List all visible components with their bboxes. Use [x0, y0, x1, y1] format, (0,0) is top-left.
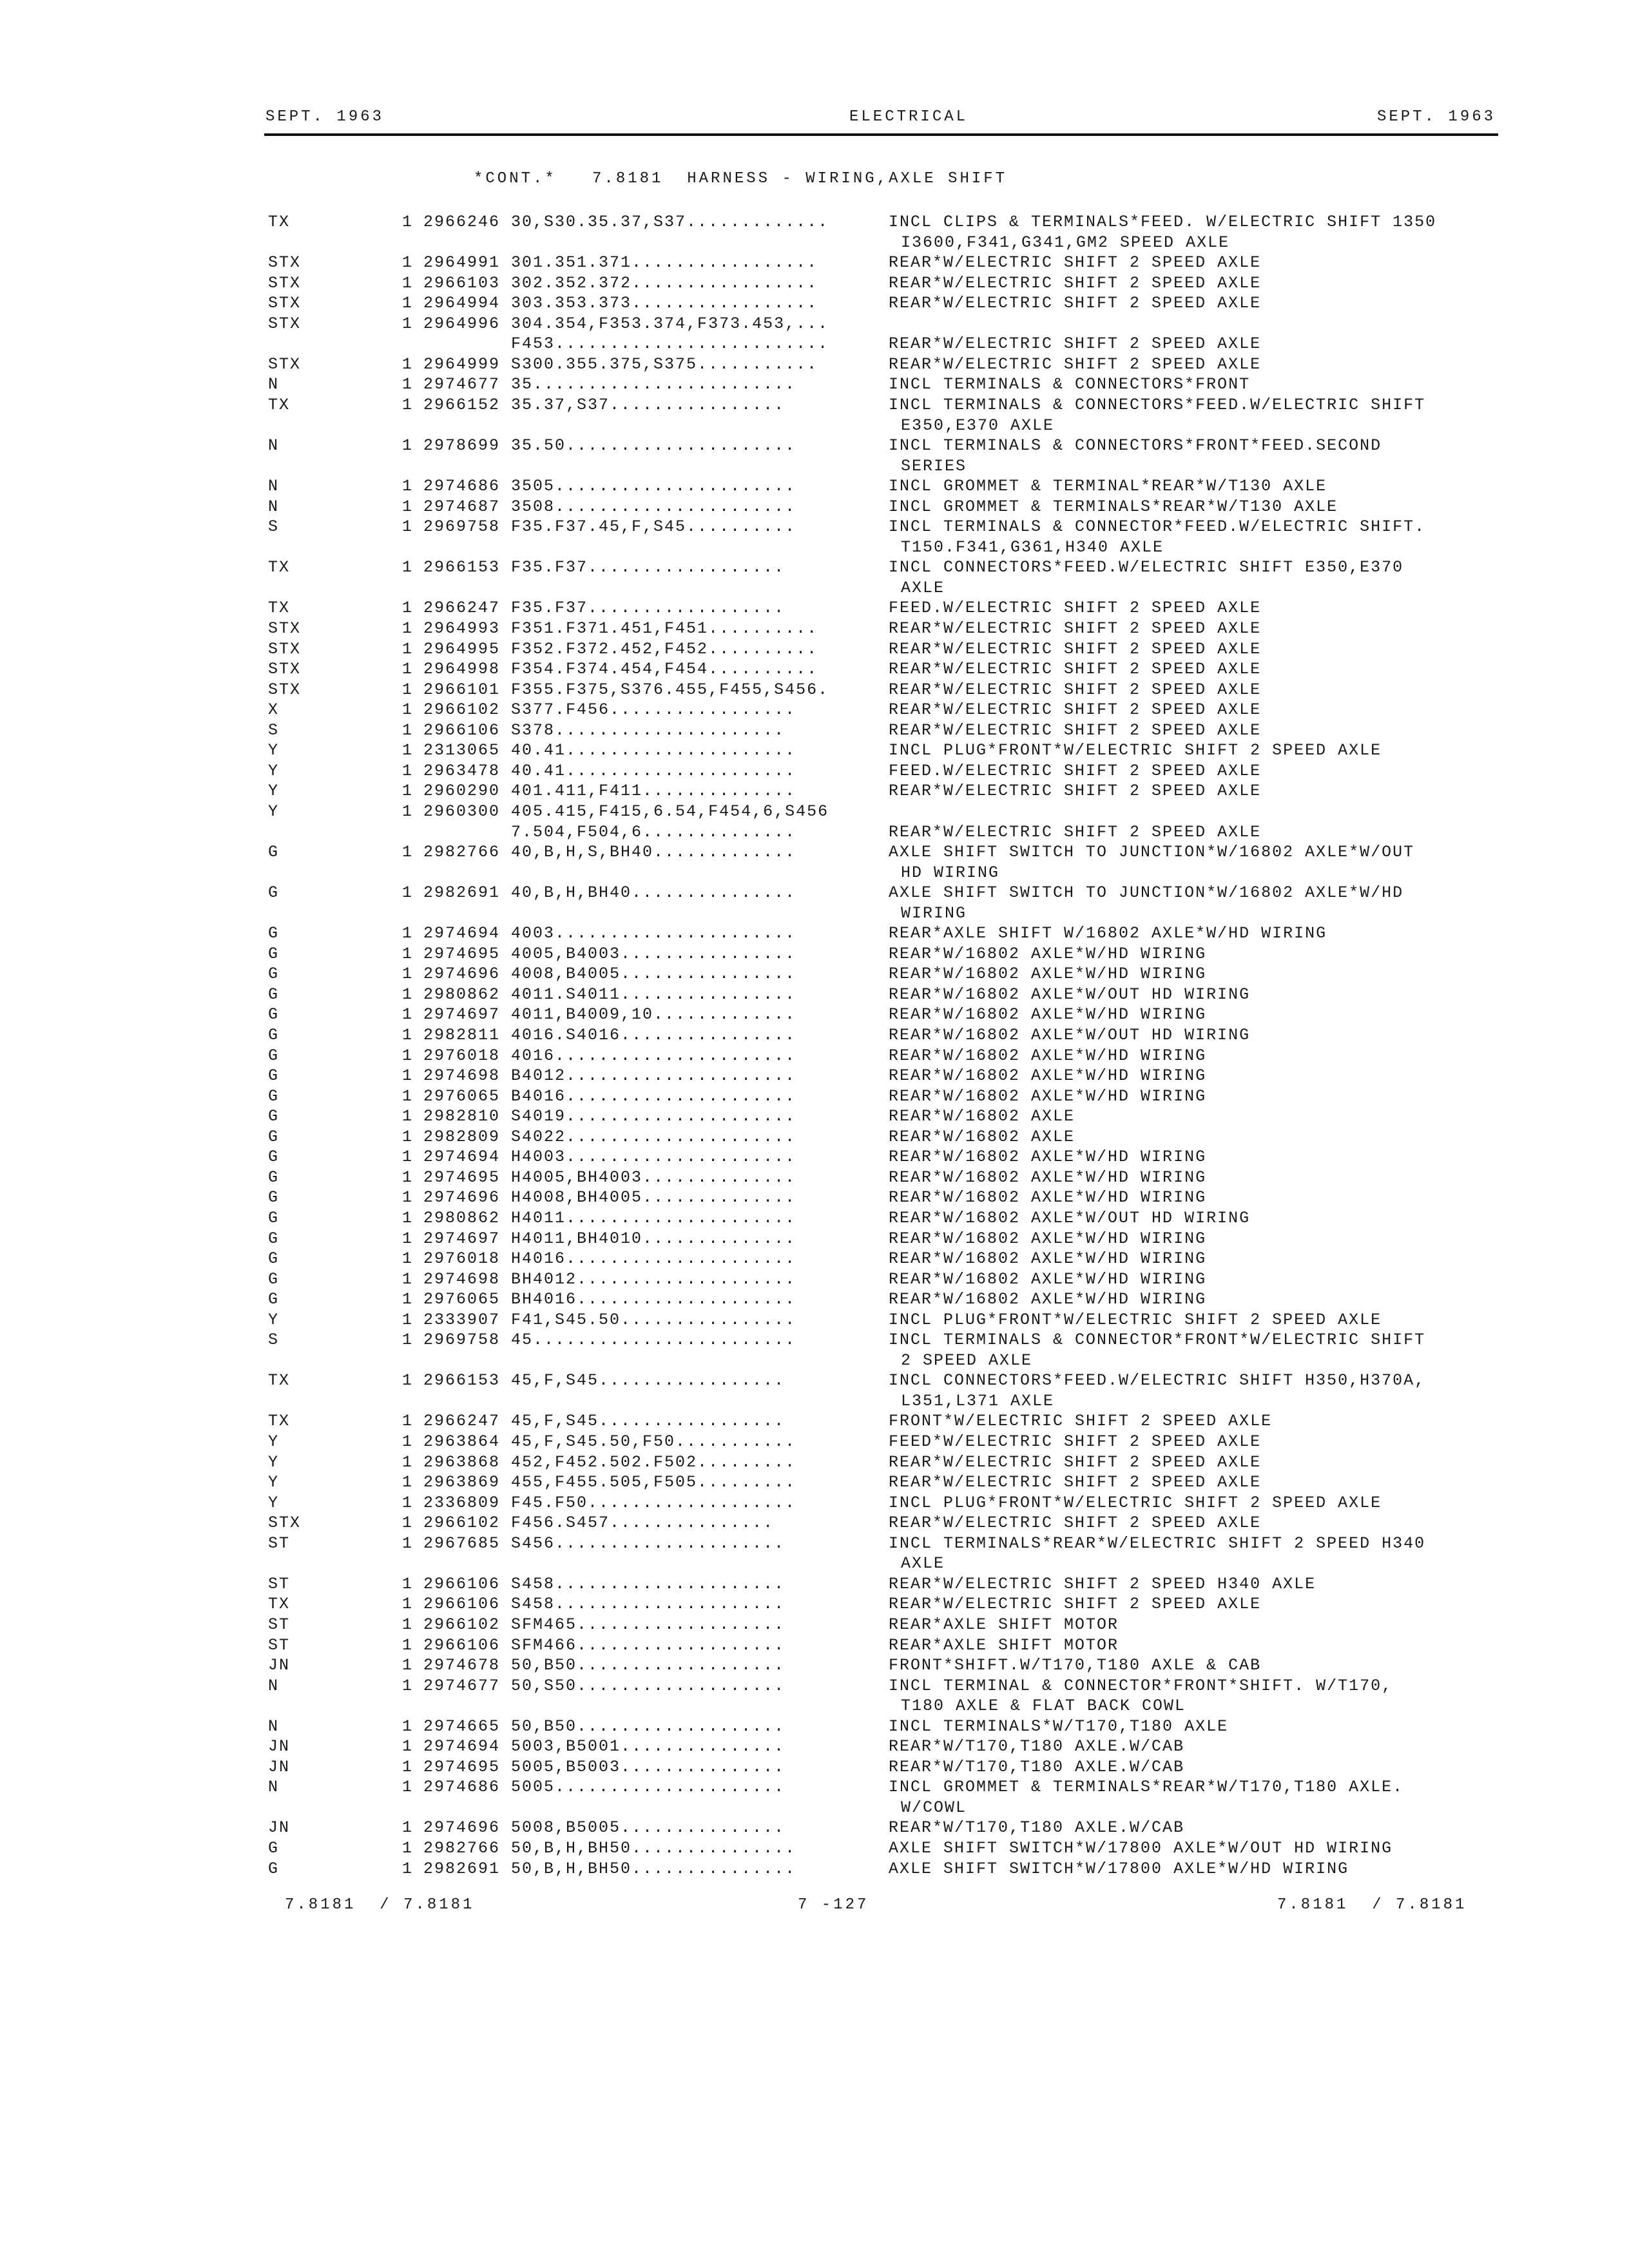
item-part: 2974678 50,B50................... [423, 1656, 786, 1675]
item-code: G [268, 1249, 280, 1269]
item-description: REAR*W/16802 AXLE [889, 1127, 1075, 1146]
item-description: REAR*W/16802 AXLE*W/HD WIRING [889, 1046, 1207, 1065]
item-description: INCL TERMINALS*REAR*W/ELECTRIC SHIFT 2 SPEED H340 [889, 1533, 1426, 1553]
item-code: G [268, 843, 280, 862]
item-code: G [268, 924, 280, 943]
item-qty: 1 [402, 1086, 414, 1106]
item-qty: 1 [402, 558, 414, 577]
item-part: 2333907 F41,S45.50................ [423, 1310, 796, 1329]
item-qty: 1 [402, 1473, 414, 1492]
item-code: N [268, 436, 280, 456]
item-description-continued: W/COWL [901, 1798, 967, 1817]
item-qty: 1 [402, 477, 414, 496]
item-description: INCL TERMINALS & CONNECTORS*FRONT*FEED.SECOND [889, 436, 1382, 456]
item-part: 2963868 452,F452.502.F502......... [423, 1452, 796, 1472]
item-part: 2974686 5005..................... [423, 1778, 786, 1797]
item-qty: 1 [402, 1676, 414, 1695]
item-code: Y [268, 802, 280, 821]
item-code: Y [268, 1493, 280, 1512]
item-code: TX [268, 213, 291, 231]
item-description: REAR*W/ELECTRIC SHIFT 2 SPEED AXLE [889, 1473, 1262, 1492]
item-description-continued: WIRING [901, 903, 967, 923]
item-part: F453......................... [423, 334, 829, 354]
item-part: 2966102 S377.F456................. [423, 700, 796, 720]
item-description: AXLE SHIFT SWITCH*W/17800 AXLE*W/HD WIRING [889, 1859, 1349, 1878]
item-code: N [268, 477, 280, 496]
item-description: REAR*W/ELECTRIC SHIFT 2 SPEED AXLE [889, 1452, 1262, 1472]
item-part: 2974695 H4005,BH4003.............. [423, 1168, 796, 1187]
item-part: 2982766 50,B,H,BH50............... [423, 1839, 796, 1858]
item-description: INCL CONNECTORS*FEED.W/ELECTRIC SHIFT H350,H370A, [889, 1371, 1426, 1390]
item-description: REAR*W/ELECTRIC SHIFT 2 SPEED AXLE [889, 700, 1262, 720]
item-qty: 1 [402, 680, 414, 699]
item-qty: 1 [402, 1432, 414, 1451]
item-part: 2966247 45,F,S45................. [423, 1412, 786, 1431]
item-description: FEED.W/ELECTRIC SHIFT 2 SPEED AXLE [889, 761, 1262, 780]
item-code: G [268, 883, 280, 903]
item-qty: 1 [402, 1839, 414, 1858]
item-qty: 1 [402, 1371, 414, 1390]
item-description-continued: L351,L371 AXLE [901, 1391, 1055, 1410]
item-part: 2974687 3508...................... [423, 497, 796, 516]
item-code: JN [268, 1757, 291, 1776]
item-code: G [268, 1046, 280, 1065]
item-part: 2960300 405.415,F415,6.54,F454,6,S456 [423, 802, 829, 821]
item-qty: 1 [402, 741, 414, 760]
item-code: S [268, 517, 280, 537]
item-code: TX [268, 1595, 291, 1614]
item-part: 2966102 SFM465................... [423, 1615, 786, 1634]
item-qty: 1 [402, 1615, 414, 1634]
item-qty: 1 [402, 1066, 414, 1086]
item-description: REAR*W/ELECTRIC SHIFT 2 SPEED AXLE [889, 720, 1262, 740]
item-code: G [268, 1188, 280, 1207]
item-description-continued: SERIES [901, 456, 967, 476]
item-qty: 1 [402, 1188, 414, 1207]
item-part: 2313065 40.41..................... [423, 741, 796, 760]
item-part: 2978699 35.50..................... [423, 436, 796, 456]
item-qty: 1 [402, 1493, 414, 1512]
item-qty: 1 [402, 1026, 414, 1044]
item-part: 2982809 S4022..................... [423, 1127, 796, 1146]
item-code: G [268, 1066, 280, 1086]
item-code: N [268, 375, 280, 394]
item-part: 2963869 455,F455.505,F505......... [423, 1473, 796, 1492]
header-date-right: SEPT. 1963 [1377, 108, 1496, 126]
item-code: Y [268, 1473, 280, 1492]
item-part: 2974696 H4008,BH4005.............. [423, 1188, 796, 1207]
item-qty: 1 [402, 924, 414, 943]
item-code: STX [268, 314, 302, 333]
item-qty: 1 [402, 354, 414, 374]
item-description: REAR*W/16802 AXLE*W/OUT HD WIRING [889, 1208, 1251, 1227]
item-code: G [268, 1127, 280, 1146]
item-part: 2963478 40.41..................... [423, 761, 796, 780]
item-description: REAR*W/16802 AXLE*W/HD WIRING [889, 944, 1207, 963]
item-qty: 1 [402, 375, 414, 394]
item-part: 7.504,F504,6.............. [423, 822, 796, 841]
item-description: REAR*W/16802 AXLE*W/HD WIRING [889, 1005, 1207, 1024]
item-description: FRONT*W/ELECTRIC SHIFT 2 SPEED AXLE [889, 1412, 1273, 1431]
item-description: REAR*W/16802 AXLE*W/HD WIRING [889, 1066, 1207, 1086]
item-code: TX [268, 558, 291, 577]
item-part: 2336809 F45.F50................... [423, 1493, 796, 1512]
item-part: 2964994 303.353.373................. [423, 294, 818, 313]
item-description: REAR*W/16802 AXLE*W/HD WIRING [889, 965, 1207, 984]
item-part: 2976018 H4016..................... [423, 1249, 796, 1269]
item-qty: 1 [402, 761, 414, 780]
item-qty: 1 [402, 1656, 414, 1675]
item-part: 2982811 4016.S4016................ [423, 1026, 796, 1044]
item-qty: 1 [402, 639, 414, 658]
item-part: 2974697 4011,B4009,10............. [423, 1005, 796, 1024]
item-code: TX [268, 395, 291, 414]
item-description: REAR*W/16802 AXLE*W/HD WIRING [889, 1249, 1207, 1269]
item-code: G [268, 1208, 280, 1227]
item-code: G [268, 1229, 280, 1248]
item-code: ST [268, 1615, 291, 1634]
item-description: REAR*W/16802 AXLE*W/OUT HD WIRING [889, 1026, 1251, 1044]
item-qty: 1 [402, 1574, 414, 1593]
item-qty: 1 [402, 1635, 414, 1655]
item-qty: 1 [402, 517, 414, 537]
item-description: REAR*W/16802 AXLE*W/OUT HD WIRING [889, 985, 1251, 1004]
item-part: 2969758 F35.F37.45,F,S45.......... [423, 517, 796, 537]
item-code: STX [268, 680, 302, 699]
item-code: JN [268, 1818, 291, 1838]
item-description: INCL CONNECTORS*FEED.W/ELECTRIC SHIFT E350,E370 [889, 558, 1404, 577]
item-code: JN [268, 1737, 291, 1756]
item-part: 2964996 304.354,F353.374,F373.453,... [423, 314, 829, 333]
item-qty: 1 [402, 782, 414, 801]
item-description: INCL PLUG*FRONT*W/ELECTRIC SHIFT 2 SPEED AXLE [889, 741, 1382, 760]
item-part: 2966106 S458..................... [423, 1595, 786, 1614]
item-description: REAR*W/ELECTRIC SHIFT 2 SPEED AXLE [889, 1595, 1262, 1614]
header-date-left: SEPT. 1963 [265, 108, 385, 126]
item-description: REAR*W/ELECTRIC SHIFT 2 SPEED AXLE [889, 294, 1262, 313]
item-description: REAR*W/ELECTRIC SHIFT 2 SPEED H340 AXLE [889, 1574, 1316, 1593]
item-qty: 1 [402, 1005, 414, 1024]
item-description: FEED*W/ELECTRIC SHIFT 2 SPEED AXLE [889, 1432, 1262, 1451]
item-description: AXLE SHIFT SWITCH TO JUNCTION*W/16802 AXLE*W/HD [889, 883, 1404, 903]
item-part: 2980862 H4011..................... [423, 1208, 796, 1227]
item-description: REAR*W/ELECTRIC SHIFT 2 SPEED AXLE [889, 334, 1262, 354]
item-description: REAR*W/ELECTRIC SHIFT 2 SPEED AXLE [889, 639, 1262, 658]
item-code: G [268, 1168, 280, 1187]
item-code: G [268, 1026, 280, 1044]
item-description: REAR*W/16802 AXLE*W/HD WIRING [889, 1290, 1207, 1309]
item-description: REAR*W/16802 AXLE*W/HD WIRING [889, 1229, 1207, 1248]
item-description-continued: HD WIRING [901, 863, 1000, 882]
item-qty: 1 [402, 599, 414, 618]
item-qty: 1 [402, 802, 414, 821]
item-qty: 1 [402, 1595, 414, 1614]
item-qty: 1 [402, 965, 414, 984]
item-qty: 1 [402, 700, 414, 720]
item-part: 2963864 45,F,S45.50,F50........... [423, 1432, 796, 1451]
item-part: 2974696 4008,B4005................ [423, 965, 796, 984]
item-qty: 1 [402, 1859, 414, 1878]
item-qty: 1 [402, 985, 414, 1004]
item-description: INCL TERMINALS & CONNECTOR*FEED.W/ELECTRIC SHIFT. [889, 517, 1426, 537]
item-part: 2982691 50,B,H,BH50............... [423, 1859, 796, 1878]
item-part: 2974695 4005,B4003................ [423, 944, 796, 963]
item-part: 2969758 45........................ [423, 1331, 796, 1350]
item-description: REAR*W/ELECTRIC SHIFT 2 SPEED AXLE [889, 253, 1262, 273]
item-part: 2974698 BH4012.................... [423, 1269, 796, 1289]
section-title: *CONT.* 7.8181 HARNESS - WIRING,AXLE SHIFT [474, 170, 1008, 187]
item-code: G [268, 1290, 280, 1309]
item-qty: 1 [402, 1290, 414, 1309]
item-description: REAR*W/T170,T180 AXLE.W/CAB [889, 1737, 1185, 1756]
item-part: 2974697 H4011,BH4010.............. [423, 1229, 796, 1248]
item-qty: 1 [402, 294, 414, 313]
item-code: STX [268, 253, 302, 273]
item-code: STX [268, 619, 302, 638]
item-qty: 1 [402, 843, 414, 862]
item-description-continued: T180 AXLE & FLAT BACK COWL [901, 1696, 1186, 1716]
item-qty: 1 [402, 314, 414, 333]
item-description-continued: I3600,F341,G341,GM2 SPEED AXLE [901, 233, 1230, 252]
item-qty: 1 [402, 1208, 414, 1227]
item-qty: 1 [402, 497, 414, 516]
item-qty: 1 [402, 1412, 414, 1431]
item-description: INCL PLUG*FRONT*W/ELECTRIC SHIFT 2 SPEED AXLE [889, 1310, 1382, 1329]
item-code: STX [268, 294, 302, 313]
item-description: INCL TERMINALS & CONNECTORS*FRONT [889, 375, 1251, 394]
item-code: Y [268, 761, 280, 780]
item-code: ST [268, 1574, 291, 1593]
item-code: N [268, 1676, 280, 1695]
item-part: 2966106 S458..................... [423, 1574, 786, 1593]
item-code: Y [268, 1432, 280, 1451]
item-code: STX [268, 1514, 302, 1533]
item-description: INCL TERMINALS & CONNECTORS*FEED.W/ELECTRIC SHIFT [889, 395, 1426, 414]
item-qty: 1 [402, 395, 414, 414]
item-code: STX [268, 639, 302, 658]
item-description: REAR*W/16802 AXLE*W/HD WIRING [889, 1148, 1207, 1167]
item-description: REAR*W/16802 AXLE*W/HD WIRING [889, 1168, 1207, 1187]
item-qty: 1 [402, 1818, 414, 1838]
item-code: STX [268, 660, 302, 679]
item-code: G [268, 944, 280, 963]
item-code: G [268, 1148, 280, 1167]
item-code: G [268, 1269, 280, 1289]
item-description-continued: T150.F341,G361,H340 AXLE [901, 537, 1164, 557]
item-part: 2964995 F352.F372.452,F452.......... [423, 639, 818, 658]
item-part: 2964991 301.351.371................. [423, 253, 818, 273]
item-qty: 1 [402, 253, 414, 273]
item-qty: 1 [402, 1127, 414, 1146]
item-description: INCL GROMMET & TERMINALS*REAR*W/T170,T180 AXLE. [889, 1778, 1404, 1797]
header-section: ELECTRICAL [849, 108, 969, 126]
item-qty: 1 [402, 1107, 414, 1126]
item-code: N [268, 1716, 280, 1736]
item-code: Y [268, 782, 280, 801]
item-qty: 1 [402, 660, 414, 679]
item-description: INCL GROMMET & TERMINALS*REAR*W/T130 AXLE [889, 497, 1338, 516]
item-part: 2974696 5008,B5005............... [423, 1818, 786, 1838]
item-code: ST [268, 1635, 291, 1655]
item-part: 2974694 H4003..................... [423, 1148, 796, 1167]
item-part: 2974686 3505...................... [423, 477, 796, 496]
item-part: 2967685 S456..................... [423, 1533, 786, 1553]
item-part: 2966246 30,S30.35.37,S37............. [423, 213, 829, 231]
item-qty: 1 [402, 1452, 414, 1472]
item-code: G [268, 1005, 280, 1024]
item-part: 2974677 35........................ [423, 375, 796, 394]
item-qty: 1 [402, 1331, 414, 1350]
item-description: INCL TERMINALS & CONNECTOR*FRONT*W/ELECTRIC SHIFT [889, 1331, 1426, 1350]
item-code: G [268, 985, 280, 1004]
item-qty: 1 [402, 1514, 414, 1533]
item-part: 2966102 F456.S457............... [423, 1514, 775, 1533]
item-description: FEED.W/ELECTRIC SHIFT 2 SPEED AXLE [889, 599, 1262, 618]
item-part: 2974677 50,S50................... [423, 1676, 786, 1695]
item-description-continued: 2 SPEED AXLE [901, 1350, 1033, 1370]
item-code: ST [268, 1533, 291, 1553]
item-description: REAR*W/ELECTRIC SHIFT 2 SPEED AXLE [889, 619, 1262, 638]
header-rule [264, 133, 1498, 136]
item-part: 2974698 B4012..................... [423, 1066, 796, 1086]
item-qty: 1 [402, 1249, 414, 1269]
item-description: FRONT*SHIFT.W/T170,T180 AXLE & CAB [889, 1656, 1262, 1675]
item-part: 2964993 F351.F371.451,F451.......... [423, 619, 818, 638]
item-code: N [268, 497, 280, 516]
page-number: 7 -127 [798, 1896, 869, 1914]
item-description: REAR*W/T170,T180 AXLE.W/CAB [889, 1818, 1185, 1838]
item-description: REAR*AXLE SHIFT MOTOR [889, 1635, 1119, 1655]
item-qty: 1 [402, 1757, 414, 1776]
item-part: 2964998 F354.F374.454,F454.......... [423, 660, 818, 679]
item-description: REAR*W/ELECTRIC SHIFT 2 SPEED AXLE [889, 273, 1262, 293]
item-qty: 1 [402, 1716, 414, 1736]
item-part: 2966152 35.37,S37................ [423, 395, 786, 414]
item-qty: 1 [402, 273, 414, 293]
item-description-continued: AXLE [901, 1554, 945, 1573]
item-code: G [268, 1839, 280, 1858]
item-qty: 1 [402, 1778, 414, 1797]
item-description: AXLE SHIFT SWITCH*W/17800 AXLE*W/OUT HD WIRING [889, 1839, 1393, 1858]
item-description: REAR*W/ELECTRIC SHIFT 2 SPEED AXLE [889, 680, 1262, 699]
item-description: REAR*W/16802 AXLE [889, 1107, 1075, 1126]
item-qty: 1 [402, 213, 414, 231]
item-description-continued: E350,E370 AXLE [901, 416, 1055, 435]
item-description: INCL PLUG*FRONT*W/ELECTRIC SHIFT 2 SPEED AXLE [889, 1493, 1382, 1512]
item-part: 2974694 4003...................... [423, 924, 796, 943]
item-part: 2980862 4011.S4011................ [423, 985, 796, 1004]
item-qty: 1 [402, 1533, 414, 1553]
item-part: 2966101 F355.F375,S376.455,F455,S456. [423, 680, 829, 699]
item-qty: 1 [402, 944, 414, 963]
footer-ref-left: 7.8181 / 7.8181 [285, 1896, 475, 1914]
item-code: Y [268, 1310, 280, 1329]
item-part: 2976018 4016...................... [423, 1046, 796, 1065]
item-qty: 1 [402, 1229, 414, 1248]
item-part: 2966153 F35.F37.................. [423, 558, 786, 577]
item-description: REAR*W/16802 AXLE*W/HD WIRING [889, 1188, 1207, 1207]
item-description: REAR*W/16802 AXLE*W/HD WIRING [889, 1269, 1207, 1289]
footer-ref-right: 7.8181 / 7.8181 [1277, 1896, 1467, 1914]
item-qty: 1 [402, 1046, 414, 1065]
item-part: 2974695 5005,B5003............... [423, 1757, 786, 1776]
item-part: 2964999 S300.355.375,S375........... [423, 354, 818, 374]
item-part: 2982691 40,B,H,BH40............... [423, 883, 796, 903]
item-code: STX [268, 354, 302, 374]
item-description: REAR*W/16802 AXLE*W/HD WIRING [889, 1086, 1207, 1106]
item-description: REAR*W/ELECTRIC SHIFT 2 SPEED AXLE [889, 354, 1262, 374]
item-description: REAR*AXLE SHIFT W/16802 AXLE*W/HD WIRING [889, 924, 1327, 943]
item-qty: 1 [402, 720, 414, 740]
item-description: INCL TERMINAL & CONNECTOR*FRONT*SHIFT. W/T170, [889, 1676, 1393, 1695]
item-code: S [268, 720, 280, 740]
item-part: 2976065 BH4016.................... [423, 1290, 796, 1309]
item-part: 2966247 F35.F37.................. [423, 599, 786, 618]
item-part: 2982766 40,B,H,S,BH40............. [423, 843, 796, 862]
item-qty: 1 [402, 1168, 414, 1187]
item-code: G [268, 965, 280, 984]
item-description: INCL CLIPS & TERMINALS*FEED. W/ELECTRIC SHIFT 1350 [889, 213, 1437, 231]
item-code: S [268, 1331, 280, 1350]
item-description: REAR*W/ELECTRIC SHIFT 2 SPEED AXLE [889, 660, 1262, 679]
item-qty: 1 [402, 436, 414, 456]
item-code: JN [268, 1656, 291, 1675]
item-code: TX [268, 1412, 291, 1431]
item-part: 2960290 401.411,F411.............. [423, 782, 796, 801]
item-part: 2966106 S378..................... [423, 720, 786, 740]
item-description: REAR*W/ELECTRIC SHIFT 2 SPEED AXLE [889, 782, 1262, 801]
item-description: AXLE SHIFT SWITCH TO JUNCTION*W/16802 AXLE*W/OUT [889, 843, 1415, 862]
item-code: TX [268, 1371, 291, 1390]
item-description-continued: AXLE [901, 578, 945, 597]
item-qty: 1 [402, 883, 414, 903]
item-qty: 1 [402, 619, 414, 638]
item-part: 2966106 SFM466................... [423, 1635, 786, 1655]
item-qty: 1 [402, 1737, 414, 1756]
item-code: Y [268, 741, 280, 760]
item-description: REAR*W/ELECTRIC SHIFT 2 SPEED AXLE [889, 822, 1262, 841]
item-part: 2982810 S4019..................... [423, 1107, 796, 1126]
item-code: TX [268, 599, 291, 618]
item-part: 2976065 B4016..................... [423, 1086, 796, 1106]
item-code: G [268, 1107, 280, 1126]
item-part: 2966153 45,F,S45................. [423, 1371, 786, 1390]
item-description: REAR*W/T170,T180 AXLE.W/CAB [889, 1757, 1185, 1776]
item-code: X [268, 700, 280, 720]
item-code: STX [268, 273, 302, 293]
item-qty: 1 [402, 1148, 414, 1167]
item-description: INCL GROMMET & TERMINAL*REAR*W/T130 AXLE [889, 477, 1327, 496]
item-part: 2974665 50,B50................... [423, 1716, 786, 1736]
item-part: 2974694 5003,B5001............... [423, 1737, 786, 1756]
item-description: REAR*AXLE SHIFT MOTOR [889, 1615, 1119, 1634]
item-code: G [268, 1086, 280, 1106]
item-description: INCL TERMINALS*W/T170,T180 AXLE [889, 1716, 1229, 1736]
item-code: Y [268, 1452, 280, 1472]
item-qty: 1 [402, 1269, 414, 1289]
item-part: 2966103 302.352.372................. [423, 273, 818, 293]
item-qty: 1 [402, 1310, 414, 1329]
item-code: G [268, 1859, 280, 1878]
item-description: REAR*W/ELECTRIC SHIFT 2 SPEED AXLE [889, 1514, 1262, 1533]
item-code: N [268, 1778, 280, 1797]
